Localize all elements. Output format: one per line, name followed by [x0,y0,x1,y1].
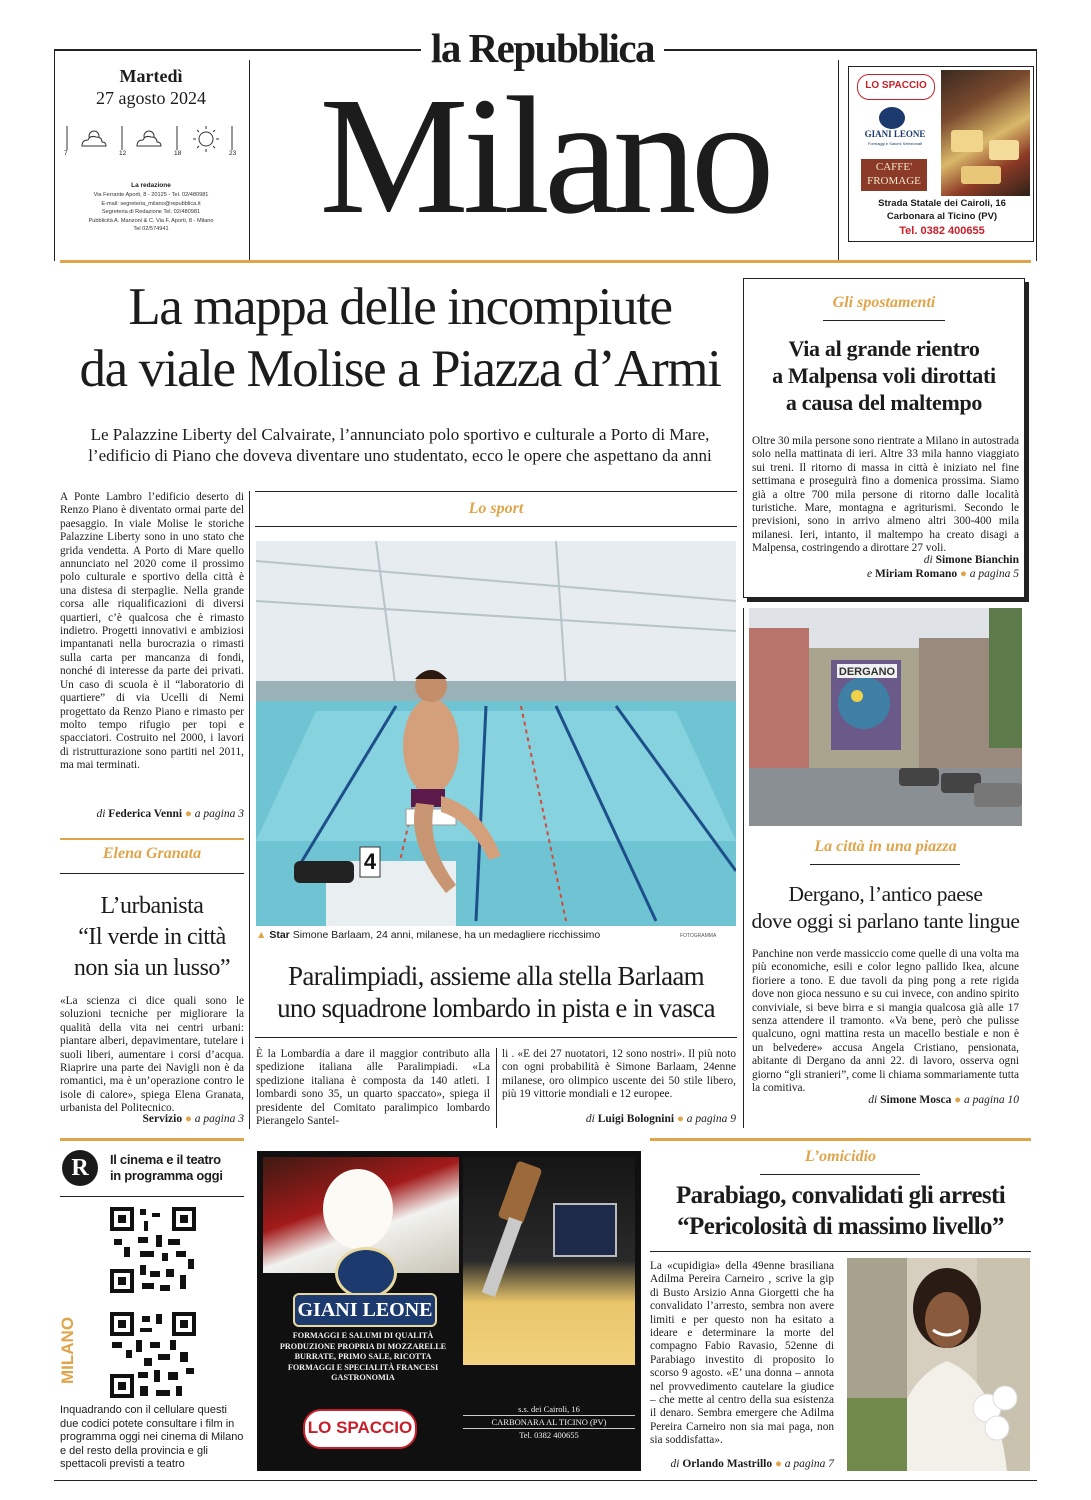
lion-icon [879,107,905,129]
masthead-divider-left [249,60,250,260]
lane-number: 4 [363,849,377,874]
cinema-accent-rule [60,1138,244,1141]
redazione-line: Tel 02/574941 [133,226,169,233]
piazza-headline[interactable] [749,881,1022,935]
redazione-line: Segreteria di Redazione Tel. 02/480981 [101,209,201,216]
byline-page: a pagina 3 [194,1113,244,1125]
redazione-line: E-mail: segreteria_milano@repubblica.it [101,200,201,207]
qr-icon [110,1312,196,1398]
byline-prefix: di [868,1094,878,1106]
omicidio-rule [650,1251,1031,1252]
spostamenti-byline-2[interactable] [752,568,1019,580]
ad-bottom-address1: s.s. dei Cairoli, 16 [518,1404,580,1414]
photo-credit: FOTOGRAMMA [680,933,717,939]
byline-author: Federica Venni [108,808,183,820]
milano-side-label: MILANO [58,1316,77,1384]
ad-top-brand-sub: Formaggi e Salumi Selezionati [867,141,923,146]
spostamenti-byline-1[interactable] [752,554,1019,566]
frame-bottom [54,1480,1037,1481]
urbanista-headline-line: “Il verde in città [78,924,226,950]
byline-author: Simone Mosca [880,1094,952,1106]
bullet-icon: ● [184,808,192,820]
frame-right [1036,51,1037,261]
redazione-line: Via Ferrante Aporti, 8 - 20125 - Tel. 02/480981 [93,192,209,198]
ad-top-cafe-line1: CAFFE' [875,161,913,173]
qr-code-cinema[interactable] [110,1207,196,1293]
weather-icons [64,124,244,160]
newspaper-logo[interactable]: la Repubblica [430,25,655,71]
spostamenti-kicker: Gli spostamenti [832,294,936,311]
urbanista-kicker: Elena Granata [102,845,202,862]
weather-strip [64,124,244,160]
dergano-photo[interactable] [749,608,1022,826]
urbanista-accent-rule [60,838,244,840]
ad-bottom-address [463,1403,635,1453]
byline-prefix: di [670,1458,680,1470]
bullet-icon: ● [959,568,967,580]
weather-temp-3: 18 [174,150,182,157]
sport-body-col2: li . «E dei 27 nuotatori, 12 sono nostri». Il più noto con ogni probabilità è Simone Barlaam, 24enne milanese, oro olimpico uscente dei 50 stile libero, più 19 vittorie mondiali e 12 europee. [502,1048,736,1101]
byline-author: Orlando Mastrillo [682,1458,773,1470]
cinema-rule [60,1196,244,1197]
byline-prefix: di [96,808,106,820]
byline-author: Luigi Bolognini [597,1113,675,1125]
portrait-scene [847,1258,1030,1471]
dergano-sign: DERGANO [838,666,896,678]
byline-page: a pagina 10 [964,1094,1019,1106]
ad-top-brand-lospaccio: LO SPACCIO [857,74,935,100]
spostamenti-headline[interactable] [745,335,1023,416]
omicidio-kicker-rule [760,1174,920,1175]
ad-top-address2: Carbonara al Ticino (PV) [886,211,998,222]
redazione-line: Pubblicità A. Manzoni & C. Via F. Aporti, 8 - Milano [88,217,214,224]
ad-bottom-desc-line: FORMAGGI E SPECIALITÀ FRANCESI [287,1362,439,1372]
urbanista-body: «La scienza ci dice quali sono le soluzioni tecniche per migliorare la qualità della vita nei centri urbani: piantare alberi, depavimentare, tutelare i suoli liberi, aumentare i corsi d’acqua. Riaprire una parte dei Navigli non è da romantici, ma è un’operazione contro le isole di calore», spiega Elena Granata, urbanista del Politecnico. [60,995,244,1115]
sport-top-rule [255,491,737,492]
omicidio-headline-line: Parabiago, convalidati gli arresti [675,1182,1006,1209]
omicidio-headline[interactable] [650,1180,1031,1242]
urbanista-headline-line: L’urbanista [100,893,204,919]
urbanista-headline-line: non sia un lusso” [73,955,231,981]
piazza-body: Panchine non verde massiccio come quelle di una volta ma più economiche, esili e color legno pallido Ikea, alcune fioriere a tono. E due tavoli da ping pong a rete rigida dove non gioca nessuno e su cui invece, con andino spirito conviviale, si beve birra e si mangia qualcosa già alle 17 senza attendere il tramonto. «Va bene, però che pulisse qualcuno, ogni mattina resta un macello bestiale e non è un belvedere» accusa Angela Cristiano, pensionata, abitante di Dergano da anni 22. di lavoro, osserva ogni giorno “gli stranieri”, come li chiama sommariamente tutta la comitiva. [752,948,1019,1095]
cinema-title-line: Il cinema e il teatro [110,1152,221,1167]
byline-prefix: di [923,554,933,566]
masthead-rule-right [664,49,1037,51]
cheese-photo [463,1157,635,1365]
pool-scene [256,541,736,926]
bullet-icon: ● [184,1113,192,1125]
bullet-icon: ● [676,1113,684,1125]
sport-body-col1: È la Lombardia a dare il maggior contributo alla spedizione italiana alle Paralimpiadi. «La spedizione italiana è composta da 140 atleti. I lombardi sono 35, un quarto spaccato», spiega il presidente del Comitato paralimpico lombardo Pierangelo Santel- [256,1048,490,1128]
weather-temp-1: 7 [64,150,68,157]
lead-summary [60,424,740,466]
weather-temp-2: 12 [119,150,127,157]
ad-top-address1: Strada Statale dei Cairoli, 16 [878,198,1006,209]
bullet-icon: ● [954,1094,962,1106]
omicidio-byline[interactable] [650,1458,834,1470]
right-column-divider [743,608,744,1128]
triangle-icon: ▲ [256,929,267,941]
ad-bottom-brand: GIANI LEONE [293,1293,437,1327]
ad-bottom-desc-line: PRODUZIONE PROPRIA DI MOZZARELLE [279,1341,447,1351]
ad-top-phone: Tel. 0382 400655 [899,225,985,237]
byline-author: Miriam Romano [875,568,958,580]
caption-text: Simone Barlaam, 24 anni, milanese, ha un medagliere ricchissimo [292,929,601,941]
sport-col-divider [496,1048,497,1128]
urbanista-rule [60,873,244,874]
byline-author: Servizio [142,1113,183,1125]
byline-page: a pagina 5 [969,568,1019,580]
sport-headline-line: Paralimpiadi, assieme alla stella Barlaam [288,961,704,991]
sport-photo-pool[interactable] [256,541,736,926]
lead-summary-line: Le Palazzine Liberty del Calvairate, l’annunciato polo sportivo e culturale a Porto di Mare, [90,425,710,444]
ad-top-food-photo [941,70,1030,196]
piazza-kicker: La città in una piazza [814,838,957,855]
cinema-title [110,1152,244,1184]
ad-bottom-desc-line: GASTRONOMIA [331,1373,395,1383]
spostamenti-kicker-rule [823,320,945,321]
ad-bottom-desc-line: FORMAGGI E SALUMI DI QUALITÀ [292,1331,434,1340]
ad-top[interactable] [848,66,1034,242]
masthead-rule-left [54,49,421,51]
omicidio-headline-line: “Pericolosità di massimo livello” [677,1213,1004,1240]
lion-icon [335,1247,397,1299]
piazza-headline-line: dove oggi si parlano tante lingue [751,909,1020,933]
byline-and: e [867,568,873,580]
piazza-kicker-rule [810,864,960,865]
ad-top-brand-gianileone: GIANI LEONE [864,129,926,139]
lead-headline-line: La mappa delle incompiute [128,278,672,336]
masthead-accent-rule [60,260,1031,263]
repubblica-r-logo: R [62,1150,98,1186]
column-divider [249,491,250,1129]
ad-bottom-address2: CARBONARA AL TICINO (PV) [463,1415,635,1429]
qr-code-teatro[interactable] [110,1312,196,1398]
sport-kicker-rule [255,526,737,527]
omicidio-kicker: L’omicidio [804,1148,877,1165]
qr-icon [110,1207,196,1293]
urbanista-byline[interactable] [60,1113,244,1125]
bullet-icon: ● [774,1458,782,1470]
weather-temp-4: 23 [229,150,237,157]
omicidio-portrait[interactable] [847,1258,1030,1471]
omicidio-body: La «cupidigia» della 49enne brasiliana Adilma Pereira Carneiro , scrive la gip di Busto Arsizio Anna Giorgetti che ha convalidato l’arresto, sembra non avere limiti e per questo non ha esitato a ideare e determinare la morte del compagno Fabio Ravasio, 52enne di Parabiago investito di proposito lo scorso 9 agosto. «E’ una donna – annota nel provvedimento cautelare la giudice – che mette al centro della sua esistenza il denaro. Sembra emergere che Adilma Pereira Carneiro non sia mai paga, non sia soddisfatta». [650,1260,834,1447]
street-scene [749,608,1022,826]
sport-headline[interactable] [255,960,737,1024]
ad-top-cafe-line2: FROMAGE [867,175,921,187]
byline-page: a pagina 9 [686,1113,736,1125]
cinema-title-line: in programma oggi [110,1168,223,1183]
spostamenti-headline-line: Via al grande rientro [788,336,980,361]
sport-headline-line: uno squadrone lombardo in pista e in vasca [277,993,715,1023]
sport-kicker: Lo sport [468,500,524,517]
sport-body-rule [255,1037,737,1038]
sport-byline[interactable] [502,1113,736,1125]
issue-day: Martedì [119,66,183,86]
spostamenti-headline-line: a Malpensa voli dirottati [772,363,996,388]
ad-bottom[interactable] [257,1151,641,1471]
lead-summary-line: l’edificio di Piano che doveva diventare uno studentato, ecco le opere che aspettano da anni [88,446,712,465]
lead-headline[interactable] [60,276,740,400]
byline-prefix: di [585,1113,595,1125]
edition-title: Milano [319,63,769,249]
byline-page: a pagina 7 [784,1458,834,1470]
sport-photo-caption [256,929,676,941]
redazione-info [60,191,242,234]
ad-bottom-shop: LO SPACCIO [303,1409,417,1449]
spostamenti-headline-line: a causa del maltempo [785,390,983,415]
cinema-body: Inquadrando con il cellulare questi due codici potete consultare i film in programma oggi nei cinema di Milano e del resto della provincia e gli spettacoli previsti a teatro [60,1404,244,1470]
ad-bottom-phone: Tel. 0382 400655 [519,1430,579,1440]
piazza-headline-line: Dergano, l’antico paese [788,882,983,906]
masthead-divider-right [838,60,839,260]
ad-bottom-desc-line: BURRATE, PRIMO SALE, RICOTTA [294,1352,432,1362]
piazza-byline[interactable] [752,1094,1019,1106]
omicidio-accent-rule [650,1138,1031,1141]
urbanista-headline[interactable] [60,891,244,984]
spostamenti-body: Oltre 30 mila persone sono rientrate a Milano in autostrada solo nella mattinata di ieri. Altre 33 mila hanno viaggiato sui treni. Il ritorno di massa in città è iniziato nel fine settimana e proseguirà fino a domenica prossima. Siamo già a oltre 700 mila persone di ritorno dalle località turistiche. Mare, montagna e agriturismi. Secondo le previsioni, sono in arrivo almeno altri 300-400 mila milanesi. Ieri, intanto, il maltempo ha creato disagi a Malpensa, costringendo a dirottare 27 voli. [752,435,1019,555]
byline-page: a pagina 3 [194,808,244,820]
byline-author: Simone Bianchin [935,554,1019,566]
ad-bottom-desc [263,1331,463,1384]
ad-top-brand-cafe [861,159,927,191]
redazione-title: La redazione [131,182,171,189]
lead-headline-line: da viale Molise a Piazza d’Armi [79,340,721,398]
caption-label: Star [269,929,290,941]
lead-body: A Ponte Lambro l’edificio deserto di Renzo Piano è diventato ormai parte del paesaggio. In viale Molise le storiche Palazzine Liberty sono in uno stato che grida vendetta. A Porto di Mare quello annunciato nel 2020 come il prossimo polo culturale e sportivo della città è una distesa di sterpaglie. Nella grande corsa alle riqualificazioni di diversi quartieri, c’è qualcosa che è rimasto indietro. Progetti innovativi e ambiziosi impantanati nella burocrazia o rimasti sulla carta per mancanza di fondi, nonché di interesse da parte dei privati. Un caso di scuola è il “laboratorio di quartiere” di via Ucelli di Nemi progettato da Renzo Piano e rimasto per molto tempo rifugio per topi e spacciatori. Costruito nel 2000, i lavori di ristrutturazione sono partiti nel 2011, ma mai terminati. [60,491,244,772]
issue-date: 27 agosto 2024 [96,88,206,108]
lead-byline[interactable] [60,808,244,820]
frame-left [54,51,55,261]
